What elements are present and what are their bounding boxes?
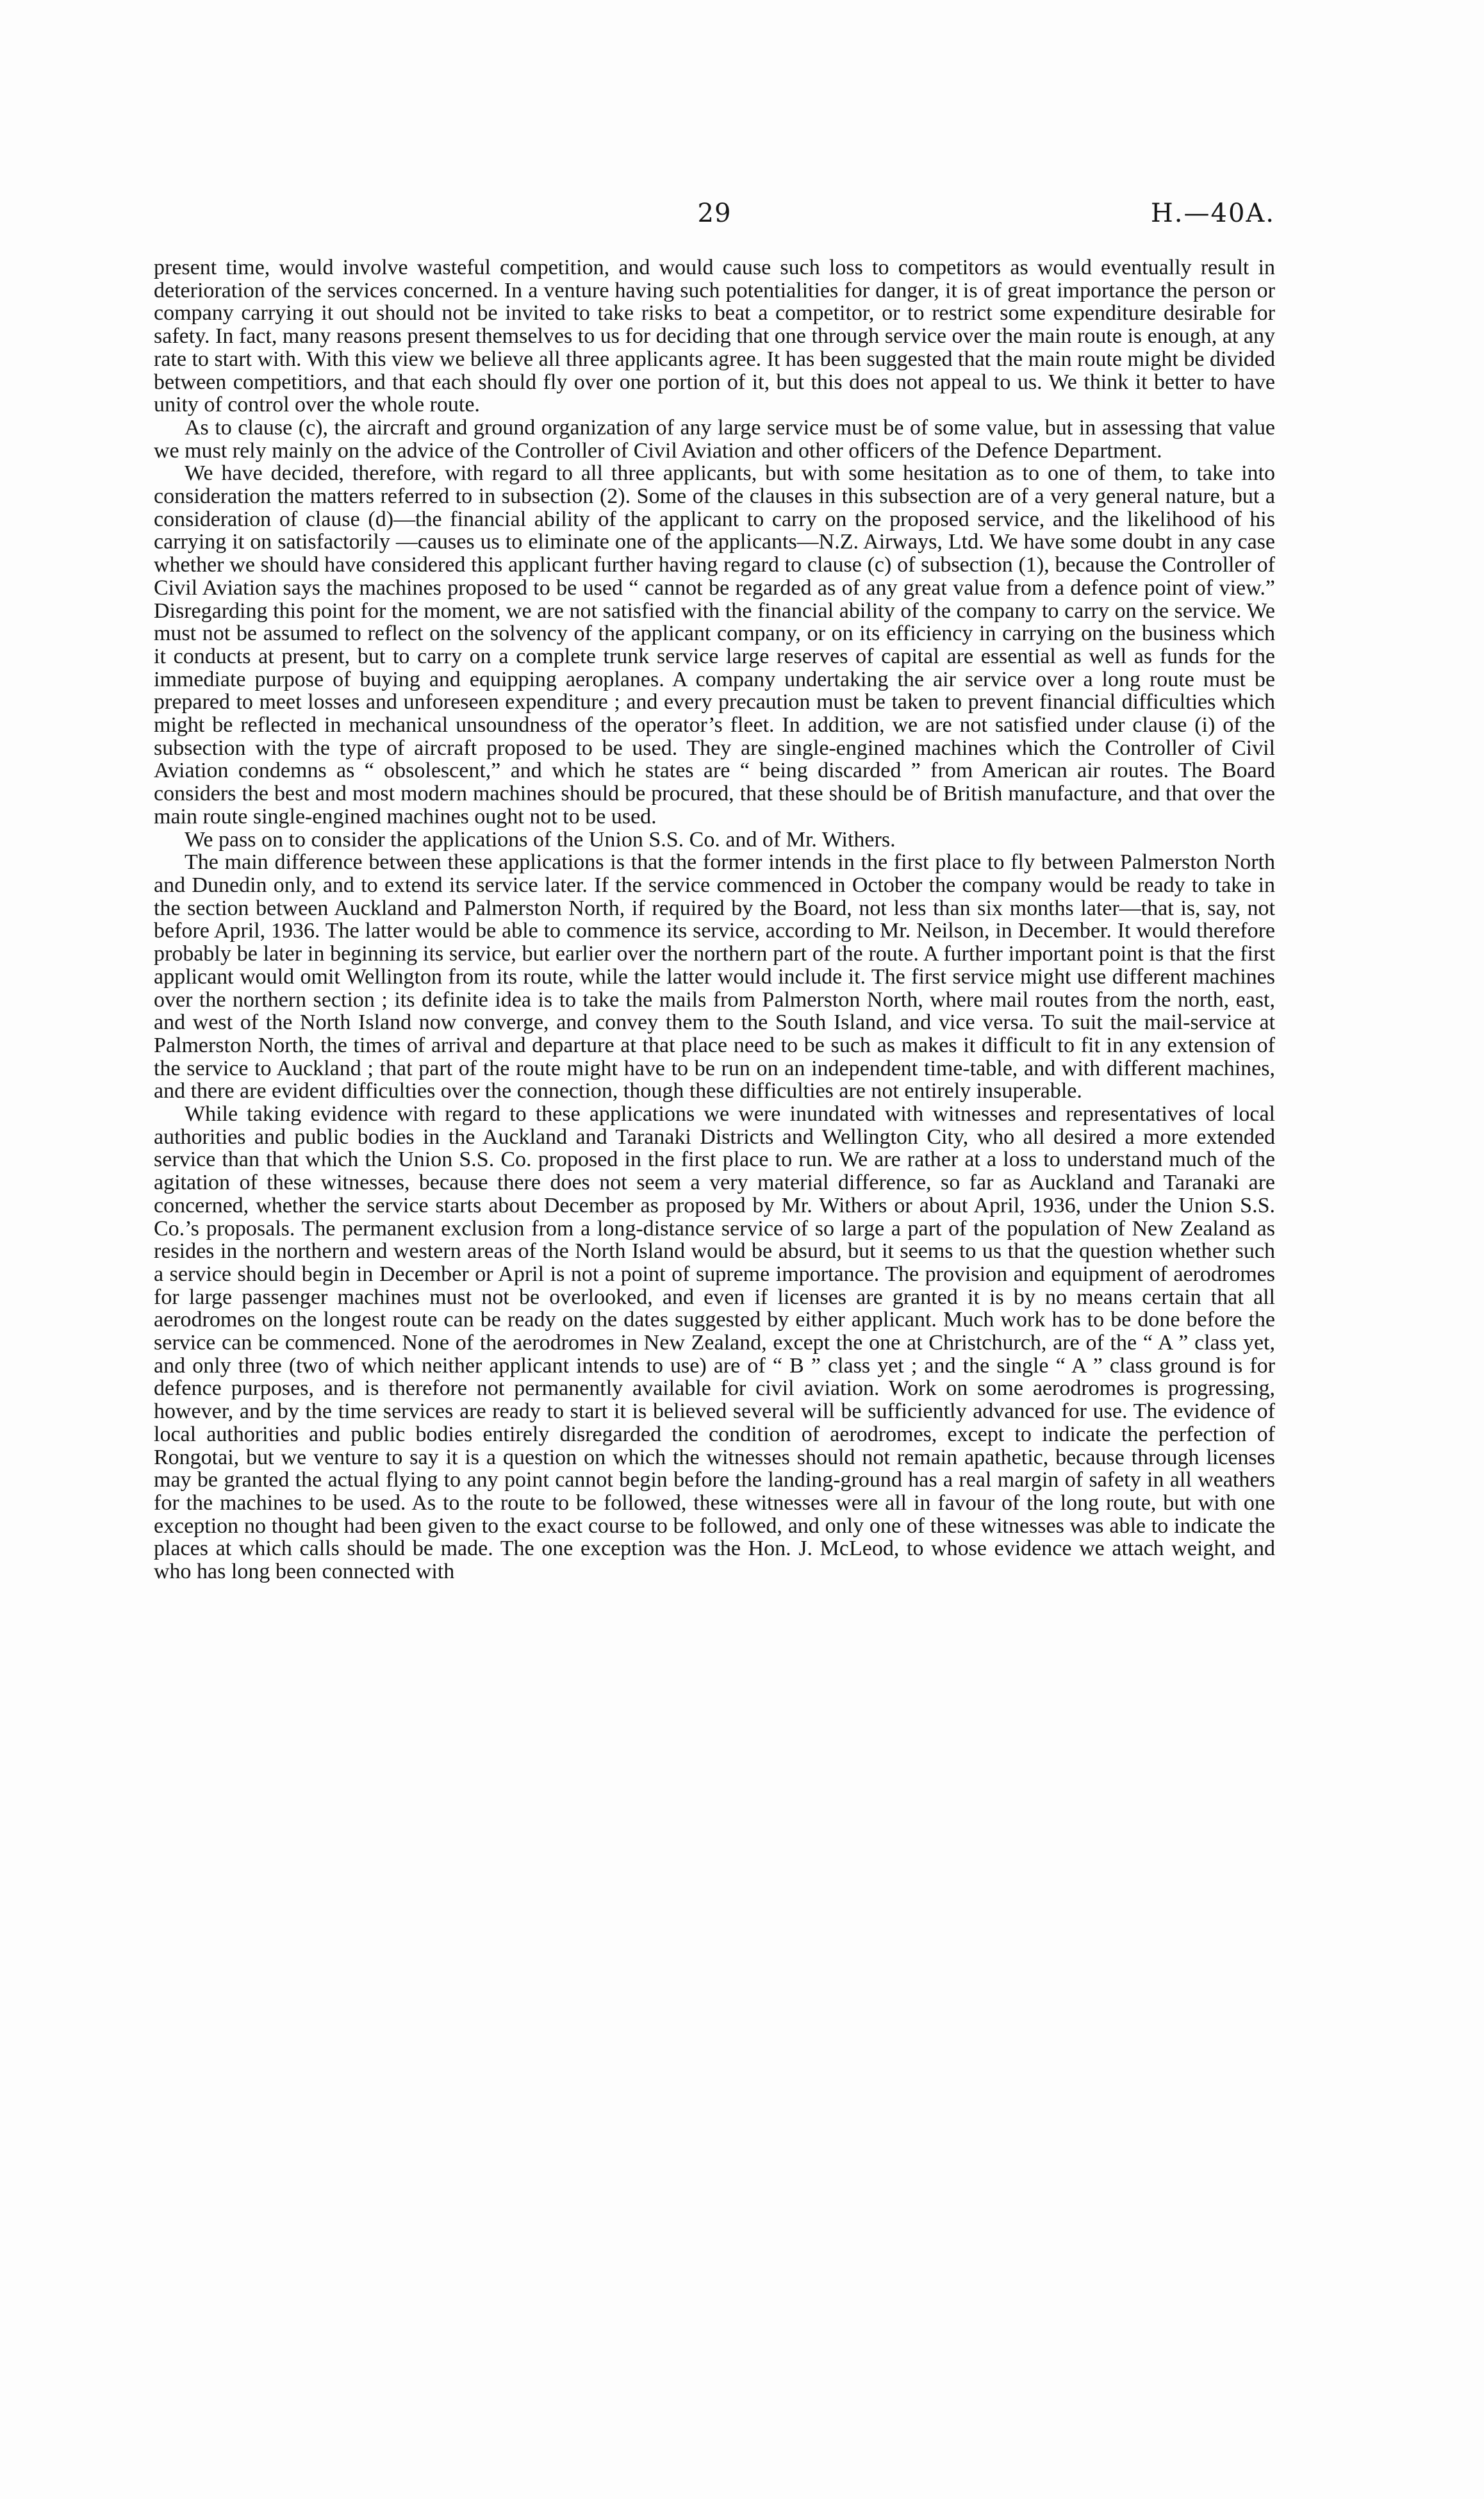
paragraph-witnesses-evidence: While taking evidence with regard to these applications we were inundated with witnesses and representatives of local authorities and public bodies in the Auckland and Taranaki Districts and Wellington City, who all desired a more extended service than that which the Union S.S. Co. proposed in the first place to run. We are rather at a loss to understand much of the agitation of these witnesses, because there does not seem a very material difference, so far as Auckland and Taranaki are concerned, whether the service starts about December as proposed by Mr. Withers or about April, 1936, under the Union S.S. Co.’s proposals. The permanent exclusion from a long-distance service of so large a part of the population of New Zealand as resides in the northern and western areas of the North Island would be absurd, but it seems to us that the question whether such a service should begin in December or April is not a point of supreme importance. The provision and equipment of aerodromes for large passenger machines must not be overlooked, and even if licenses are granted it is by no means certain that all aerodromes on the longest route can be ready on the dates suggested by either applicant. Much work has to be done before the service can be commenced. None of the aerodromes in New Zealand, except the one at Christchurch, are of the “ A ” class yet, and only three (two of which neither applicant intends to use) are of “ B ” class yet ; and the single “ A ” class ground is for defence purposes, and is therefore not permanently available for civil aviation. Work on some aerodromes is progressing, however, and by the time services are ready to start it is believed several will be sufficiently advanced for use. The evidence of local authorities and public bodies entirely disregarded the condition of aerodromes, except to indicate the perfection of Rongotai, but we venture to say it is a question on which the witnesses should not remain apathetic, because through licenses may be granted the actual flying to any point cannot begin before the landing-ground has a real margin of safety in all weathers for the machines to be used. As to the route to be followed, these witnesses were all in favour of the long route, but with one exception no thought had been given to the exact course to be followed, and only one of these witnesses was able to indicate the places at which calls should be made. The one exception was the Hon. J. McLeod, to whose evidence we attach weight, and who has long been connected with — [154, 1102, 1275, 1584]
page-number: 29 — [697, 199, 732, 228]
body-text — [154, 256, 1275, 2461]
paragraph-applicants-decision: We have decided, therefore, with regard to all three applicants, but with some hesitation as to one of them, to take into consideration the matters referred to in subsection (2). Some of the clauses in this subsection are of a very general nature, but a consideration of clause (d)—the financial ability of the applicant to carry on the proposed service, and the likelihood of his carrying it on satisfactorily —causes us to eliminate one of the applicants—N.Z. Airways, Ltd. We have some doubt in any case whether we should have considered this applicant further having regard to clause (c) of subsection (1), because the Controller of Civil Aviation says the machines proposed to be used “ cannot be regarded as of any great value from a defence point of view.” Disregarding this point for the moment, we are not satisfied with the financial ability of the company to carry on the service. We must not be assumed to reflect on the solvency of the applicant company, or on its efficiency in carrying on the business which it conducts at present, but to carry on a complete trunk service large reserves of capital are essential as well as funds for the immediate purpose of buying and equipping aeroplanes. A company undertaking the air service over a long route must be prepared to meet losses and unforeseen expenditure ; and every precaution must be taken to prevent financial difficulties which might be reflected in mechanical unsoundness of the operator’s fleet. In addition, we are not satisfied under clause (i) of the subsection with the type of aircraft proposed to be used. They are single-engined machines which the Controller of Civil Aviation condemns as “ obsolescent,” and which he states are “ being discarded ” from American air routes. The Board considers the best and most modern machines should be procured, that these should be of British manufacture, and that over the main route single-engined machines ought not to be used. — [154, 461, 1275, 829]
paragraph-union-withers: We pass on to consider the applications of the Union S.S. Co. and of Mr. Withers. — [185, 827, 896, 852]
page-header — [154, 199, 1275, 243]
paragraph-clause-c: As to clause (c), the aircraft and ground organization of any large service must be of some value, but in assessing that value we must rely mainly on the advice of the Controller of Civil Aviation and other officers of the Defence Department. — [154, 415, 1275, 463]
document-reference: H.—40A. — [1150, 199, 1275, 228]
paragraph-continuation: present time, would involve wasteful competition, and would cause such loss to competitors as would eventually result in deterioration of the services concerned. In a venture having such potentialities for danger, it is of great importance the person or company carrying it out should not be invited to take risks to beat a competitor, or to restrict some expenditure desirable for safety. In fact, many reasons present themselves to us for deciding that one through service over the main route is enough, at any rate to start with. With this view we believe all three applicants agree. It has been suggested that the main route might be divided between competitiors, and that each should fly over one portion of it, but this does not appeal to us. We think it better to have unity of control over the whole route. — [154, 256, 1275, 417]
paragraph-main-difference: The main difference between these applications is that the former intends in the first place to fly between Palmerston North and Dunedin only, and to extend its service later. If the service commenced in October the company would be ready to take in the section between Auckland and Palmerston North, if required by the Board, not less than six months later—that is, say, not before April, 1936. The latter would be able to commence its service, according to Mr. Neilson, in December. It would therefore probably be later in beginning its service, but earlier over the northern part of the route. A further important point is that the first applicant would omit Wellington from its route, while the latter would include it. The first service might use different machines over the northern section ; its definite idea is to take the mails from Palmerston North, where mail routes from the north, east, and west of the North Island now converge, and convey them to the South Island, and vice versa. To suit the mail-service at Palmerston North, the times of arrival and departure at that place need to be such as makes it difficult to fit in any extension of the service to Auckland ; that part of the route might have to be run on an independent time-table, and with different machines, and there are evident difficulties over the connection, though these difficulties are not entirely insuperable. — [154, 850, 1275, 1103]
